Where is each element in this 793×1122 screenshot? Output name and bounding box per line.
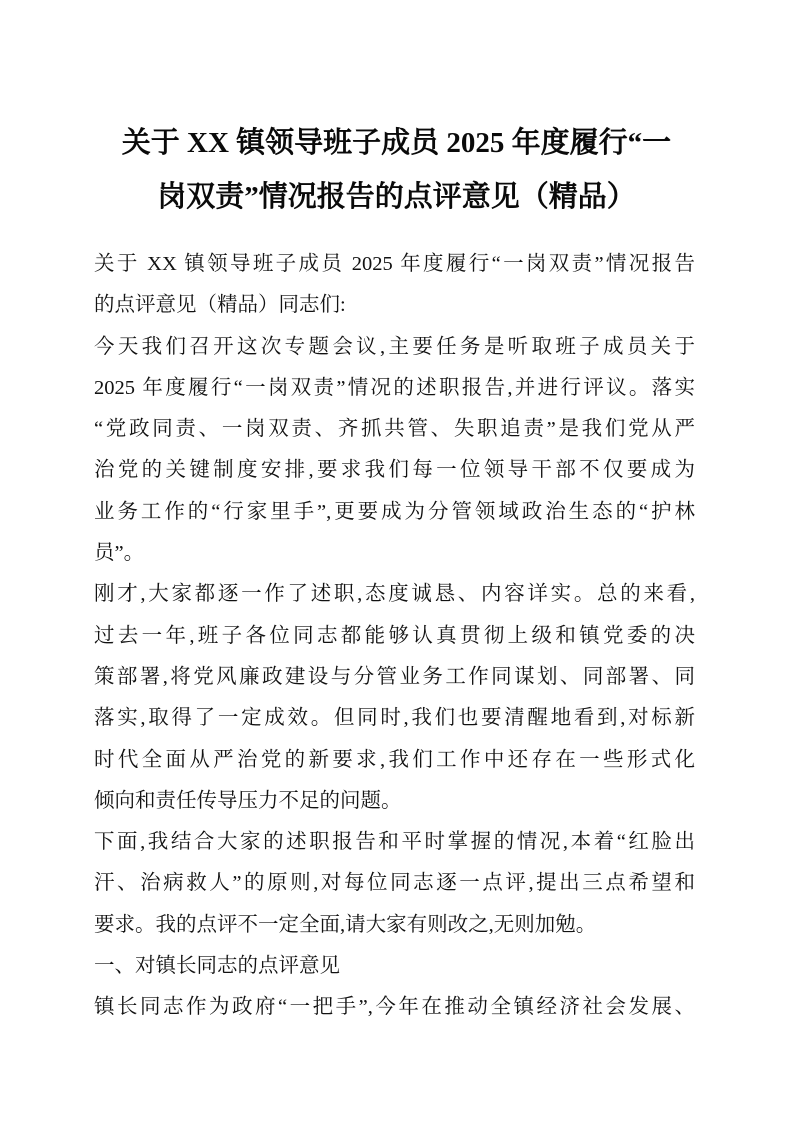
text-line: 2025 年度履行“一岗双责”情况的述职报告,并进行评议。落实 xyxy=(94,376,695,399)
title-line: 关于 XX 镇领导班子成员 2025 年度履行“一 xyxy=(121,127,672,159)
text-line: 治党的关键制度安排,要求我们每一位领导干部不仅要成为 xyxy=(94,459,695,482)
title-line: 岗双责”情况报告的点评意见（精品） xyxy=(157,181,636,213)
para-review-approach xyxy=(94,822,695,946)
document-title xyxy=(60,116,733,224)
text-line: 刚才,大家都逐一作了述职,态度诚恳、内容详实。总的来看, xyxy=(94,583,695,606)
heading-section-one xyxy=(94,946,695,987)
para-restated-title-salutation xyxy=(94,244,695,327)
text-line: 镇长同志作为政府“一把手”,今年在推动全镇经济社会发展、 xyxy=(94,996,695,1019)
text-line: 关于 XX 镇领导班子成员 2025 年度履行“一岗双责”情况报告 xyxy=(94,253,695,275)
text-line: 业务工作的“行家里手”,更要成为分管领域政治生态的“护林 xyxy=(94,500,695,523)
text-line: 倾向和责任传导压力不足的问题。 xyxy=(94,789,402,812)
text-line: 今天我们召开这次专题会议,主要任务是听取班子成员关于 xyxy=(94,335,695,358)
text-line: “党政同责、一岗双责、齐抓共管、失职追责”是我们党从严 xyxy=(94,418,695,441)
text-line: 一、对镇长同志的点评意见 xyxy=(94,955,340,978)
para-overall-assessment xyxy=(94,574,695,822)
text-line: 落实,取得了一定成效。但同时,我们也要清醒地看到,对标新 xyxy=(94,707,695,730)
text-line: 下面,我结合大家的述职报告和平时掌握的情况,本着“红脸出 xyxy=(94,831,695,854)
text-line: 的点评意见（精品）同志们: xyxy=(94,294,346,317)
para-mayor-comment-start xyxy=(94,987,695,1028)
text-line: 汗、治病救人”的原则,对每位同志逐一点评,提出三点希望和 xyxy=(94,872,695,895)
text-line: 策部署,将党风廉政建设与分管业务工作同谋划、同部署、同 xyxy=(94,665,695,688)
para-meeting-purpose xyxy=(94,327,695,575)
document-body xyxy=(94,244,695,1029)
text-line: 时代全面从严治党的新要求,我们工作中还存在一些形式化 xyxy=(94,748,695,771)
text-line: 过去一年,班子各位同志都能够认真贯彻上级和镇党委的决 xyxy=(94,624,695,647)
text-line: 员”。 xyxy=(94,542,145,565)
text-line: 要求。我的点评不一定全面,请大家有则改之,无则加勉。 xyxy=(94,913,597,936)
